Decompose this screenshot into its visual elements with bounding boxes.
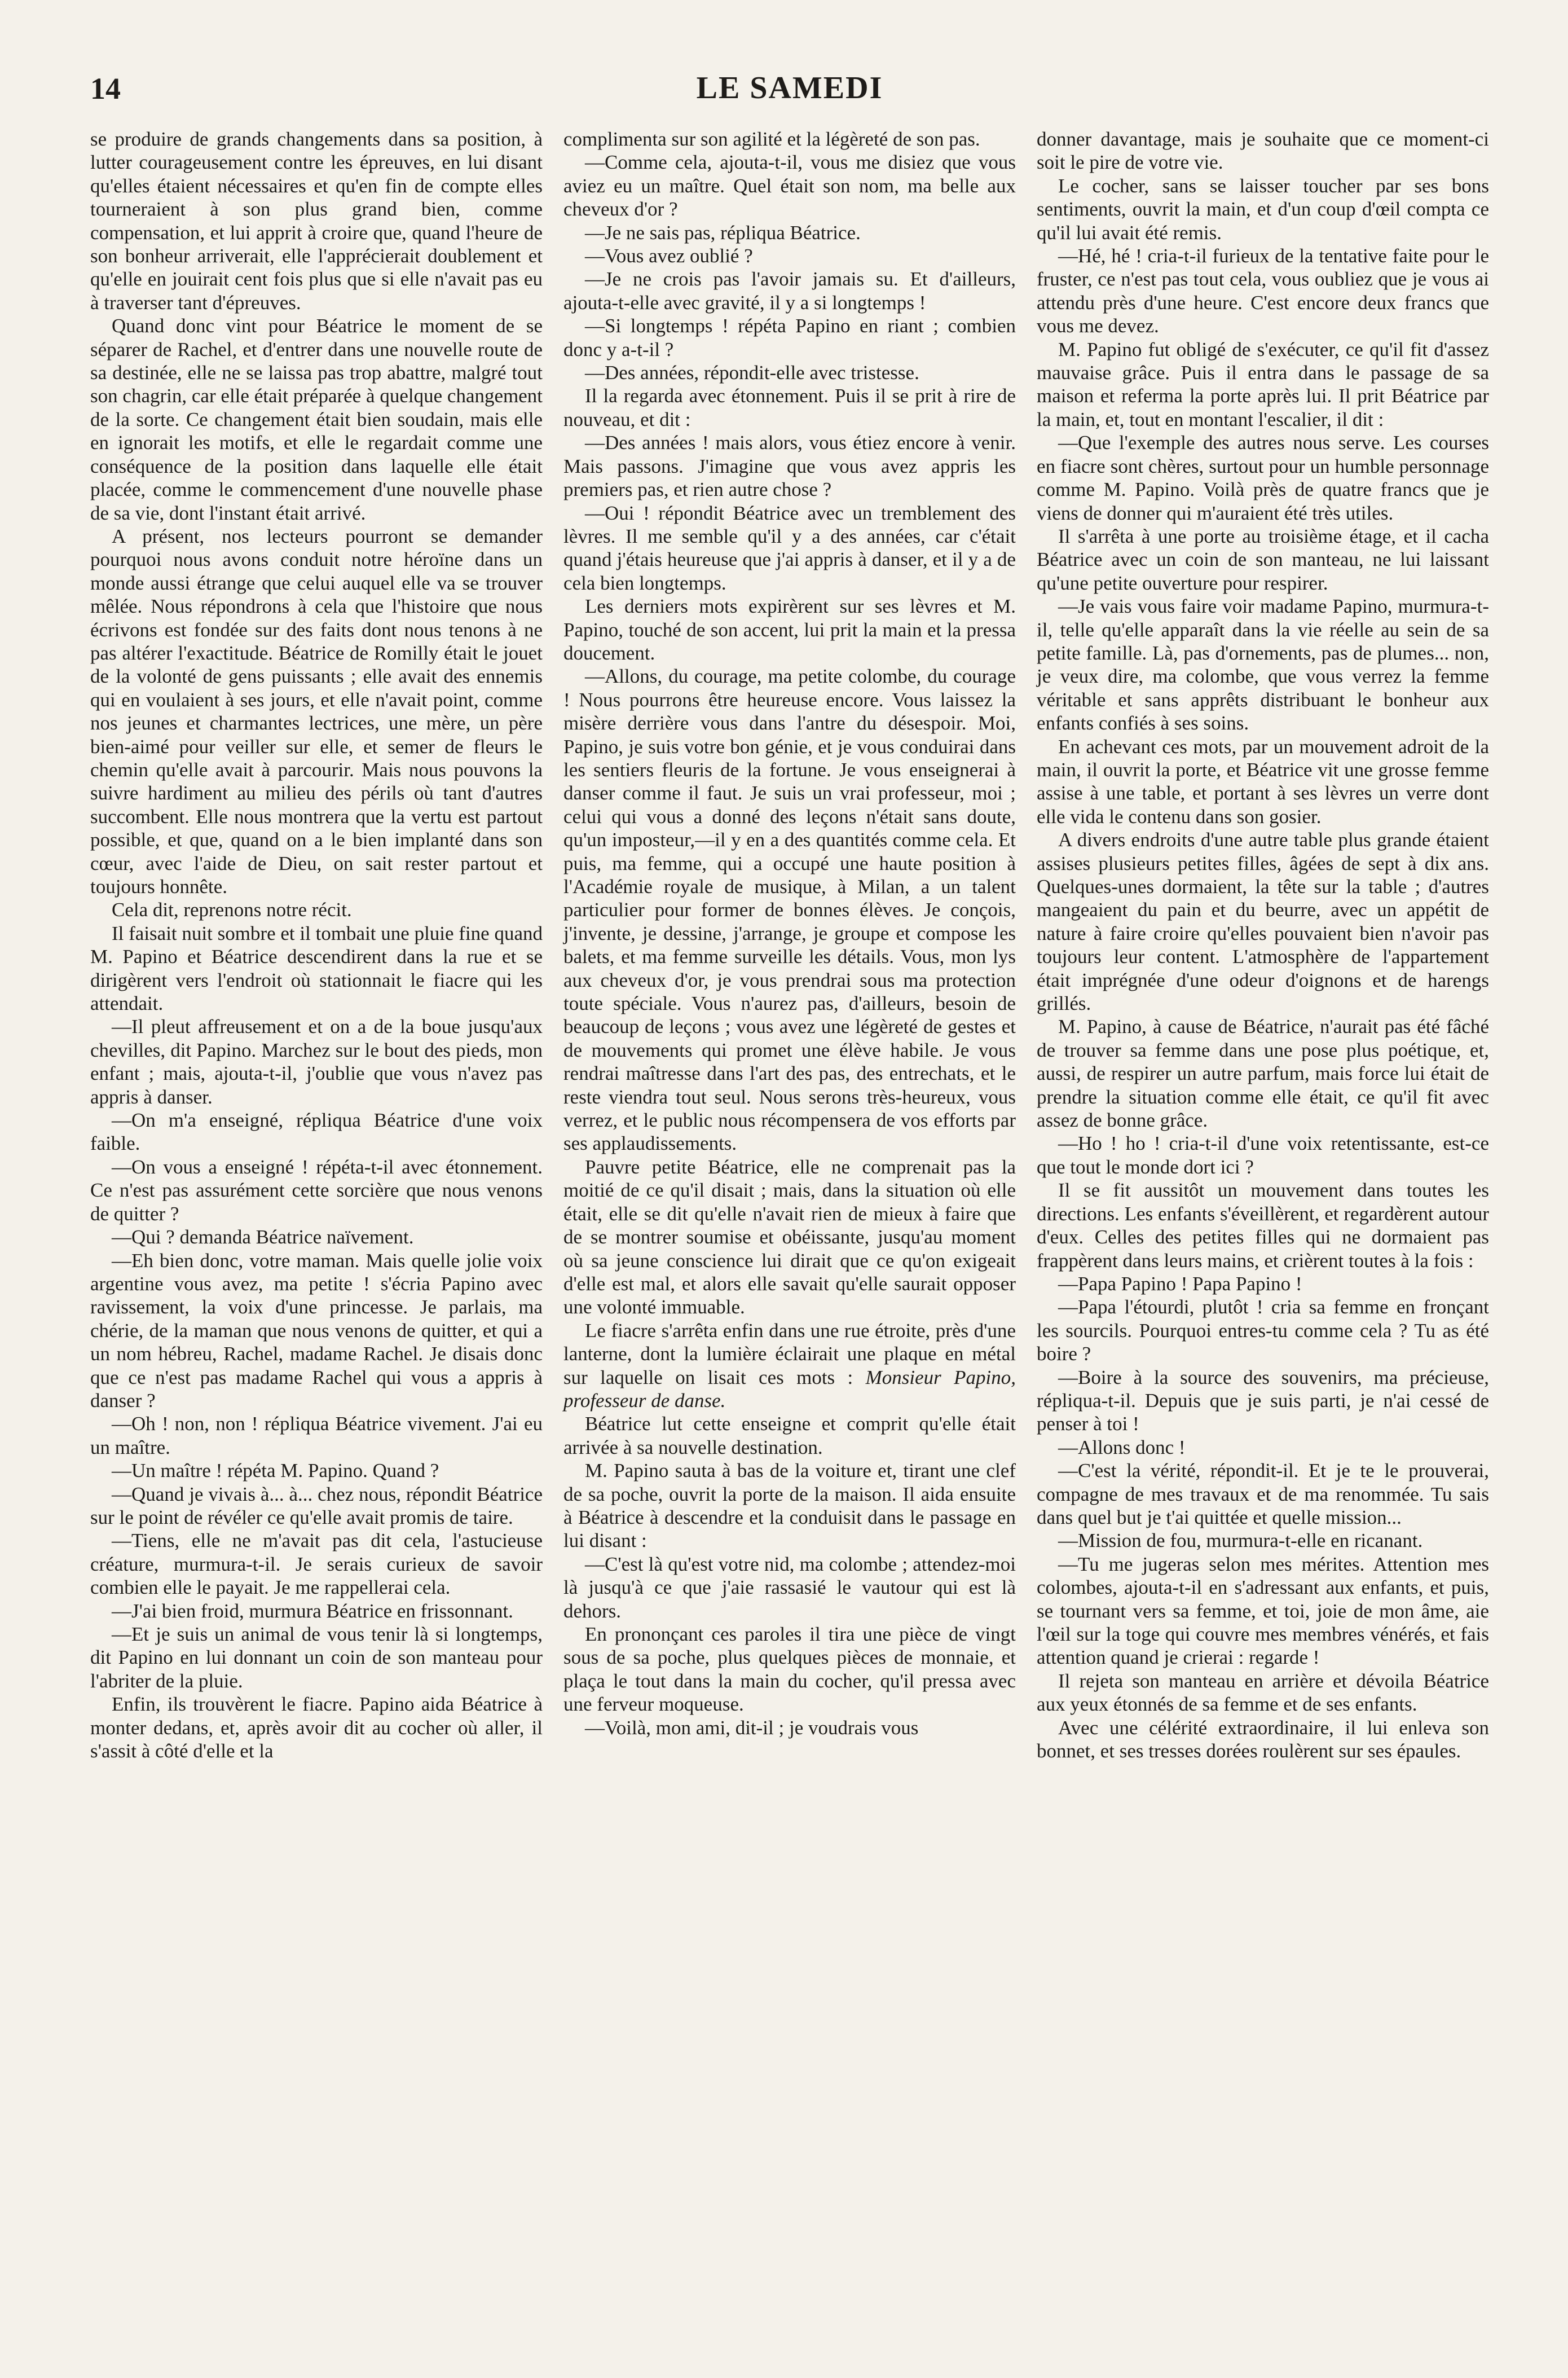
paragraph: Il faisait nuit sombre et il tombait une pluie fine quand M. Papino et Béatrice descendirent dans la rue et se dirigèrent vers l'endroit où stationnait le fiacre qui les attendait. bbox=[90, 922, 543, 1015]
paragraph: —Des années, répondit-elle avec tristesse. bbox=[585, 362, 919, 384]
paragraph: M. Papino, à cause de Béatrice, n'aurait pas été fâché de trouver sa femme dans une pose plus poétique, et, aussi, de respirer un autre parfum, mais force lui était de prendre la situation comme elle était, ce qu'il fit avec assez de bonne grâce. bbox=[1037, 1016, 1489, 1132]
text-columns bbox=[90, 128, 1489, 1762]
paragraph: Il se fit aussitôt un mouvement dans toutes les directions. Les enfants s'éveillèrent, et regardèrent autour d'eux. Celles des petites filles qui ne dormaient pas frappèrent dans leurs mains, et crièrent toutes à la fois : bbox=[1037, 1179, 1489, 1272]
paragraph: —Tiens, elle ne m'avait pas dit cela, l'astucieuse créature, murmura-t-il. Je serais curieux de savoir combien elle le payait. Je me rappellerai cela. bbox=[90, 1529, 543, 1599]
paragraph: —Mission de fou, murmura-t-elle en ricanant. bbox=[1058, 1529, 1423, 1552]
paragraph: M. Papino sauta à bas de la voiture et, tirant une clef de sa poche, ouvrit la porte de la maison. Il aida ensuite à Béatrice à descendre et la conduisit dans le passage en lui disant : bbox=[563, 1460, 1016, 1552]
paragraph: A divers endroits d'une autre table plus grande étaient assises plusieurs petites filles, âgées de sept à dix ans. Quelques-unes dormaient, la tête sur la table ; d'autres mangeaient du pain et du beurre, avec un appétit de nature à faire croire qu'elles pouvaient bien n'avoir pas toujours leur content. L'atmosphère de l'appartement était imprégnée d'une odeur d'oignons et de harengs grillés. bbox=[1037, 829, 1489, 1015]
paragraph-text: Le fiacre s'arrêta enfin dans une rue étroite, près d'une lanterne, dont la lumière éclairait une plaque en métal sur laquelle on lisait ces mots : bbox=[563, 1319, 1016, 1388]
paragraph: —Je ne crois pas l'avoir jamais su. Et d'ailleurs, ajouta-t-elle avec gravité, il y a si longtemps ! bbox=[563, 268, 1016, 314]
paragraph: —Hé, hé ! cria-t-il furieux de la tentative faite pour le fruster, ce n'est pas tout cela, vous oubliez que je vous ai attendu près d'une heure. C'est encore deux francs que vous me devez. bbox=[1037, 245, 1489, 337]
paragraph: —Eh bien donc, votre maman. Mais quelle jolie voix argentine vous avez, ma petite ! s'écria Papino avec ravissement, la voix d'une princesse. Je parlais, ma chérie, de la maman que nous venons de quitter, et qui a un nom hébreu, Rachel, madame Rachel. Je disais donc que ce n'est pas madame Rachel qui vous a appris à danser ? bbox=[90, 1249, 543, 1412]
page-header bbox=[90, 62, 1489, 113]
paragraph: —Je vais vous faire voir madame Papino, murmura-t-il, telle qu'elle apparaît dans la vie réelle au sein de sa petite famille. Là, pas d'ornements, pas de plumes... non, je veux dire, ma colombe, que vous verrez la femme véritable et sans apprêts distribuant le bonheur aux enfants confiés à ses soins. bbox=[1037, 595, 1489, 735]
sign-text: Monsieur Papino, professeur de danse. bbox=[563, 1366, 1016, 1412]
paragraph: Enfin, ils trouvèrent le fiacre. Papino aida Béatrice à monter dedans, et, après avoir dit au cocher où aller, il s'assit à côté d'elle et la bbox=[90, 1693, 543, 1762]
journal-title: LE SAMEDI bbox=[696, 71, 883, 106]
paragraph: —Tu me jugeras selon mes mérites. Attention mes colombes, ajouta-t-il en s'adressant aux enfants, et puis, se tournant vers sa femme, et toi, joie de mon âme, aie l'œil sur la toge qui couvre mes membres vénérés, et fais attention quand je crierai : regarde ! bbox=[1037, 1553, 1489, 1669]
paragraph: Quand donc vint pour Béatrice le moment de se séparer de Rachel, et d'entrer dans une nouvelle route de sa destinée, elle ne se laissa pas trop abattre, malgré tout son chagrin, car elle était préparée à quelque changement de la sorte. Ce changement était bien soudain, mais elle en ignorait les motifs, et elle le regardait comme une conséquence de la position dans laquelle elle était placée, comme le commencement d'une nouvelle phase de sa vie, dont l'instant était arrivé. bbox=[90, 315, 543, 524]
paragraph: —Ho ! ho ! cria-t-il d'une voix retentissante, est-ce que tout le monde dort ici ? bbox=[1037, 1132, 1489, 1178]
paragraph: En prononçant ces paroles il tira une pièce de vingt sous de sa poche, plus quelques pièces de monnaie, et plaça le tout dans la main du cocher, qu'il pressa avec une ferveur moqueuse. bbox=[563, 1623, 1016, 1716]
paragraph: donner davantage, mais je souhaite que ce moment-ci soit le pire de votre vie. bbox=[1037, 128, 1489, 174]
paragraph: M. Papino fut obligé de s'exécuter, ce qu'il fit d'assez mauvaise grâce. Puis il entra dans le passage de sa maison et referma la porte après lui. Il prit Béatrice par la main, et, tout en montant l'escalier, il dit : bbox=[1037, 338, 1489, 430]
paragraph: —On m'a enseigné, répliqua Béatrice d'une voix faible. bbox=[90, 1109, 543, 1155]
text-column-3 bbox=[1037, 128, 1489, 1762]
paragraph: —J'ai bien froid, murmura Béatrice en frissonnant. bbox=[112, 1599, 513, 1622]
paragraph: —Des années ! mais alors, vous étiez encore à venir. Mais passons. J'imagine que vous avez appris les premiers pas, et rien autre chose ? bbox=[563, 432, 1016, 501]
paragraph: —Je ne sais pas, répliqua Béatrice. bbox=[585, 221, 861, 244]
paragraph: —Oh ! non, non ! répliqua Béatrice vivement. J'ai eu un maître. bbox=[90, 1413, 543, 1458]
paragraph: Cela dit, reprenons notre récit. bbox=[112, 899, 352, 921]
paragraph: Béatrice lut cette enseigne et comprit qu'elle était arrivée à sa nouvelle destination. bbox=[563, 1413, 1016, 1458]
paragraph: Les derniers mots expirèrent sur ses lèvres et M. Papino, touché de son accent, lui prit la main et la pressa doucement. bbox=[563, 595, 1016, 664]
paragraph: —On vous a enseigné ! répéta-t-il avec étonnement. Ce n'est pas assurément cette sorcière que nous venons de quitter ? bbox=[90, 1155, 543, 1225]
paragraph: A présent, nos lecteurs pourront se demander pourquoi nous avons conduit notre héroïne dans un monde aussi étrange que celui auquel elle va se trouver mêlée. Nous répondrons à cela que l'histoire que nous écrivons est fondée sur des faits dont nous tenons à ne pas altérer l'exactitude. Béatrice de Romilly était le jouet de la volonté de gens puissants ; elle avait des ennemis qui en voulaient à ses jours, et elle n'avait point, comme nos jeunes et charmantes lectrices, une mère, un père bien-aimé pour veiller sur elle, et semer de fleurs le chemin qu'elle avait à parcourir. Mais nous pouvons la suivre hardiment au milieu des périls où tant d'autres succombent. Elle nous montrera que la vertu est partout possible, et que, quand on a le bien implanté dans son cœur, avec l'aide de Dieu, on sait rester partout et toujours honnête. bbox=[90, 525, 543, 898]
paragraph: —Il pleut affreusement et on a de la boue jusqu'aux chevilles, dit Papino. Marchez sur le bout des pieds, mon enfant ; mais, ajouta-t-il, j'oublie que vous n'avez pas appris à danser. bbox=[90, 1016, 543, 1108]
paragraph: Pauvre petite Béatrice, elle ne comprenait pas la moitié de ce qu'il disait ; mais, dans la situation où elle était, elle se dit qu'elle n'avait rien de mieux à faire que de se montrer soumise et obéissante, jusqu'au moment où sa jeune conscience lui dirait que ce qu'on exigeait d'elle est mal, et alors elle savait qu'elle saurait opposer une volonté immuable. bbox=[563, 1155, 1016, 1318]
paragraph: —C'est là qu'est votre nid, ma colombe ; attendez-moi là jusqu'à ce que j'aie rassasié le vautour qui est là dehors. bbox=[563, 1553, 1016, 1622]
paragraph: —C'est la vérité, répondit-il. Et je te le prouverai, compagne de mes travaux et de ma renommée. Tu sais dans quel but je t'ai quittée et quelle mission... bbox=[1037, 1460, 1489, 1528]
paragraph: —Quand je vivais à... à... chez nous, répondit Béatrice sur le point de révéler ce qu'elle avait promis de taire. bbox=[90, 1483, 543, 1528]
paragraph: —Vous avez oublié ? bbox=[585, 245, 753, 267]
paragraph: Il rejeta son manteau en arrière et dévoila Béatrice aux yeux étonnés de sa femme et de ses enfants. bbox=[1037, 1669, 1489, 1716]
paragraph: —Que l'exemple des autres nous serve. Les courses en fiacre sont chères, surtout pour un humble personnage comme M. Papino. Voilà près de quatre francs que je viens de donner qui m'auraient été très utiles. bbox=[1037, 432, 1489, 524]
paragraph: Il la regarda avec étonnement. Puis il se prit à rire de nouveau, et dit : bbox=[563, 385, 1016, 430]
text-column-1 bbox=[90, 128, 543, 1762]
text-column-2 bbox=[563, 128, 1016, 1762]
paragraph bbox=[563, 1319, 1016, 1413]
paragraph: complimenta sur son agilité et la légèreté de son pas. bbox=[563, 128, 980, 150]
paragraph: Il s'arrêta à une porte au troisième étage, et il cacha Béatrice avec un coin de son manteau, ne lui laissant qu'une petite ouverture pour respirer. bbox=[1037, 525, 1489, 594]
paragraph: En achevant ces mots, par un mouvement adroit de la main, il ouvrit la porte, et Béatrice vit une grosse femme assise à une table, et portant à ses lèvres un verre dont elle vida le contenu dans son gosier. bbox=[1037, 735, 1489, 828]
paragraph: —Comme cela, ajouta-t-il, vous me disiez que vous aviez eu un maître. Quel était son nom, ma belle aux cheveux d'or ? bbox=[563, 151, 1016, 221]
paragraph: Avec une célérité extraordinaire, il lui enleva son bonnet, et ses tresses dorées roulèrent sur ses épaules. bbox=[1037, 1716, 1489, 1762]
paragraph: —Papa Papino ! Papa Papino ! bbox=[1058, 1272, 1302, 1295]
paragraph: —Allons, du courage, ma petite colombe, du courage ! Nous pourrons être heureuse encore. Vous laissez la misère derrière vous dans l'antre du désespoir. Moi, Papino, je suis votre bon génie, et je vous conduirai dans les sentiers fleuris de la fortune. Je vous enseignerai à danser comme il faut. Je suis un vrai professeur, moi ; celui qui vous a donné des leçons n'était sans doute, qu'un imposteur,—il y en a des quantités comme cela. Et puis, ma femme, qui a occupé une haute position à l'Académie royale de musique, à Milan, a un talent particulier pour former de bonnes élèves. Je conçois, j'invente, je dessine, j'arrange, je groupe et compose les balets, et ma femme surveille les détails. Vous, mon lys aux cheveux d'or, je vous prendrai sous ma protection toute spéciale. Vous n'aurez pas, d'ailleurs, besoin de beaucoup de leçons ; vous avez une légèreté de gestes et de mouvements qui promet une élève habile. Je vous rendrai maîtresse dans l'art des pas, des entrechats, et le reste viendra tout seul. Nous serons très-heureux, vous verrez, et le public nous récompensera de vos efforts par ses applaudissements. bbox=[563, 665, 1016, 1155]
paragraph: —Boire à la source des souvenirs, ma précieuse, répliqua-t-il. Depuis que je suis parti, je n'ai cessé de penser à toi ! bbox=[1037, 1366, 1489, 1435]
paragraph: —Voilà, mon ami, dit-il ; je voudrais vous bbox=[585, 1716, 919, 1739]
paragraph: Le cocher, sans se laisser toucher par ses bons sentiments, ouvrit la main, et d'un coup d'œil compta ce qu'il lui avait été remis. bbox=[1037, 174, 1489, 244]
paragraph: —Oui ! répondit Béatrice avec un tremblement des lèvres. Il me semble qu'il y a des années, car c'était quand j'étais heureuse que j'ai appris à danser, et il y a de cela bien longtemps. bbox=[563, 502, 1016, 594]
paragraph: —Allons donc ! bbox=[1058, 1436, 1186, 1458]
paragraph: —Et je suis un animal de vous tenir là si longtemps, dit Papino en lui donnant un coin de son manteau pour l'abriter de la pluie. bbox=[90, 1623, 543, 1692]
page-number: 14 bbox=[90, 72, 121, 106]
paragraph: se produire de grands changements dans sa position, à lutter courageusement contre les épreuves, en lui disant qu'elles étaient nécessaires et qu'en fin de compte elles tourneraient à son plus grand bien, comme compensation, et lui apprit à croire que, quand l'heure de son bonheur arriverait, elle l'apprécierait doublement et qu'elle en jouirait cent fois plus que si elle n'avait pas eu à traverser tant d'épreuves. bbox=[90, 128, 543, 314]
paragraph: —Un maître ! répéta M. Papino. Quand ? bbox=[112, 1460, 439, 1482]
paragraph: —Papa l'étourdi, plutôt ! cria sa femme en fronçant les sourcils. Pourquoi entres-tu comme cela ? Tu as été boire ? bbox=[1037, 1296, 1489, 1365]
paragraph: —Si longtemps ! répéta Papino en riant ; combien donc y a-t-il ? bbox=[563, 315, 1016, 361]
paragraph: —Qui ? demanda Béatrice naïvement. bbox=[112, 1226, 414, 1249]
